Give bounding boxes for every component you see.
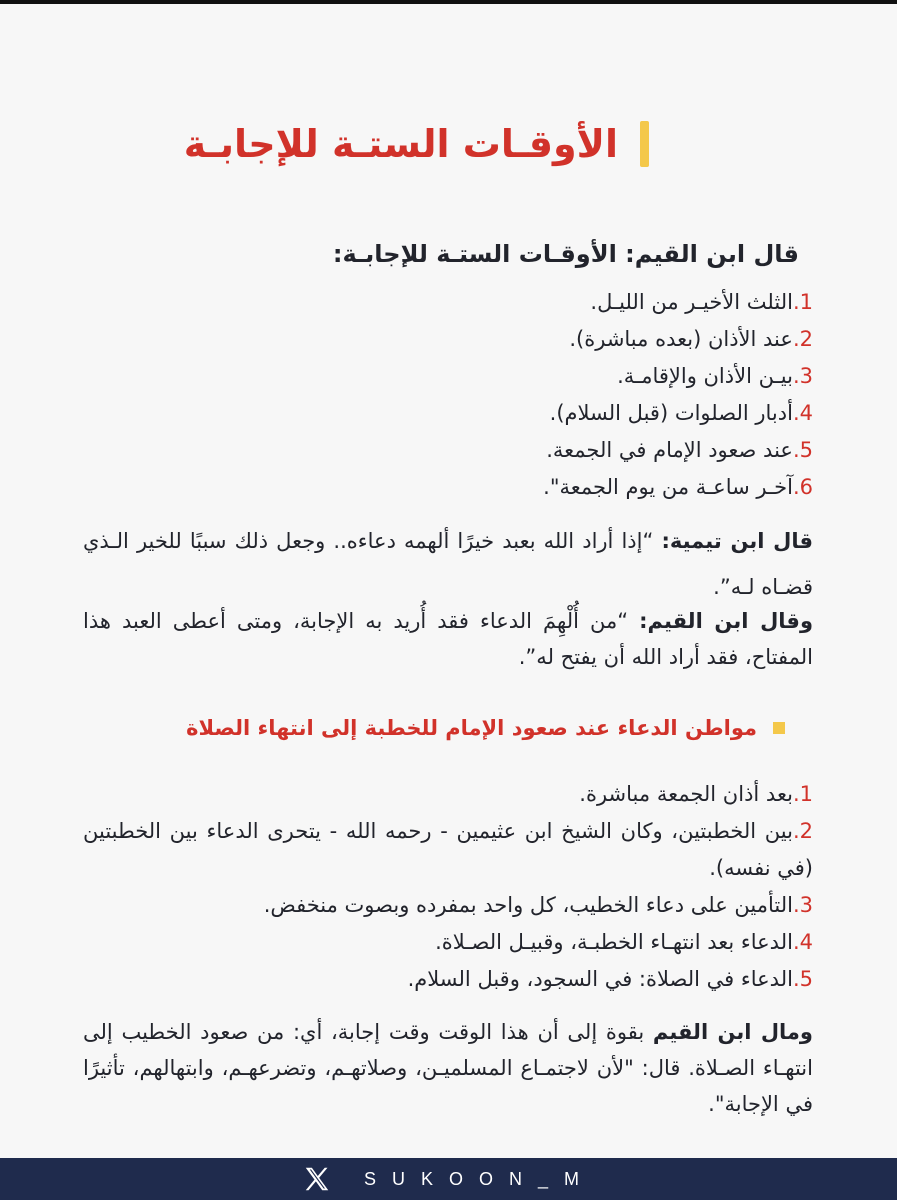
list-item (83, 776, 813, 813)
list-item (543, 395, 813, 432)
list-item (543, 432, 813, 469)
item-text: الدعاء بعد انتهـاء الخطبـة، وقبيـل الصـلاة. (435, 930, 793, 954)
item-text: التأمين على دعاء الخطيب، كل واحد بمفرده وبصوت منخفض. (263, 893, 793, 917)
item-text: عند صعود الإمام في الجمعة. (546, 438, 793, 462)
item-text: عند الأذان (بعده مباشرة). (569, 327, 793, 351)
places-list (83, 776, 813, 998)
item-text: الدعاء في الصلاة: في السجود، وقبل السلام. (407, 967, 793, 991)
list-item (83, 961, 813, 998)
list-item (83, 887, 813, 924)
item-number: 3. (792, 893, 813, 917)
item-text: آخـر ساعـة من يوم الجمعة". (543, 475, 793, 499)
list-item (543, 358, 813, 395)
subheading: مواطن الدعاء عند صعود الإمام للخطبة إلى انتهاء الصلاة (186, 716, 757, 740)
quote-speaker: قال ابن تيمية: (661, 529, 814, 553)
subheading-block (186, 716, 785, 740)
item-number: 4. (792, 930, 813, 954)
item-number: 1. (792, 782, 813, 806)
item-number: 1. (792, 290, 813, 314)
times-list (543, 284, 813, 506)
item-number: 2. (792, 819, 813, 843)
title-block (184, 118, 649, 170)
item-text: بين الخطبتين، وكان الشيخ ابن عثيمين - رحمه الله - يتحرى الدعاء بين الخطبتين (في نفسه). (83, 819, 813, 880)
account-handle[interactable]: SUKOON_M (363, 1168, 596, 1189)
item-number: 4. (792, 401, 813, 425)
item-text: أدبار الصلوات (قبل السلام). (549, 401, 793, 425)
item-number: 6. (792, 475, 813, 499)
item-text: بيـن الأذان والإقامـة. (617, 364, 793, 388)
item-text: الثلث الأخيـر من الليـل. (590, 290, 793, 314)
closing-text: بقوة إلى أن هذا الوقت وقت إجابة، أي: من صعود الخطيب إلى انتهـاء الصـلاة. قال: "لأن لاجتمـاع المسلميـن، وصلاتهـم، وتضرعهـم، وابتهالهم، تأثيرًا في الإجابة". (83, 1020, 813, 1116)
list-item (543, 469, 813, 506)
item-number: 5. (792, 438, 813, 462)
item-number: 5. (792, 967, 813, 991)
item-number: 2. (792, 327, 813, 351)
list-item (83, 813, 813, 887)
quote-text: “من أُلْهِمَ الدعاء فقد أُريد به الإجابة، ومتى أعطى العبد هذا المفتاح، فقد أراد الله أن يفتح له”. (83, 609, 813, 669)
ibn-qayyim-quote (83, 603, 813, 675)
item-text: بعد أذان الجمعة مباشرة. (579, 782, 793, 806)
list-item (543, 321, 813, 358)
list-item (83, 924, 813, 961)
x-logo-icon[interactable] (302, 1164, 332, 1194)
quote-text: “إذا أراد الله بعبد خيرًا ألهمه دعاءه.. وجعل ذلك سببًا للخير الـذي قضـاه لـه”. (83, 529, 813, 599)
square-bullet-icon (773, 722, 785, 734)
list-item (543, 284, 813, 321)
title-accent-bar (640, 121, 649, 167)
footer-bar (0, 1158, 897, 1200)
section-heading: قال ابن القيم: الأوقـات الستـة للإجابـة: (332, 240, 799, 268)
page-title: الأوقـات الستـة للإجابـة (183, 122, 618, 166)
ibn-taymiyyah-quote (83, 518, 813, 610)
item-number: 3. (792, 364, 813, 388)
quote-speaker: وقال ابن القيم: (639, 609, 813, 633)
closing-speaker: ومال ابن القيم (652, 1020, 813, 1044)
closing-paragraph (83, 1014, 813, 1122)
